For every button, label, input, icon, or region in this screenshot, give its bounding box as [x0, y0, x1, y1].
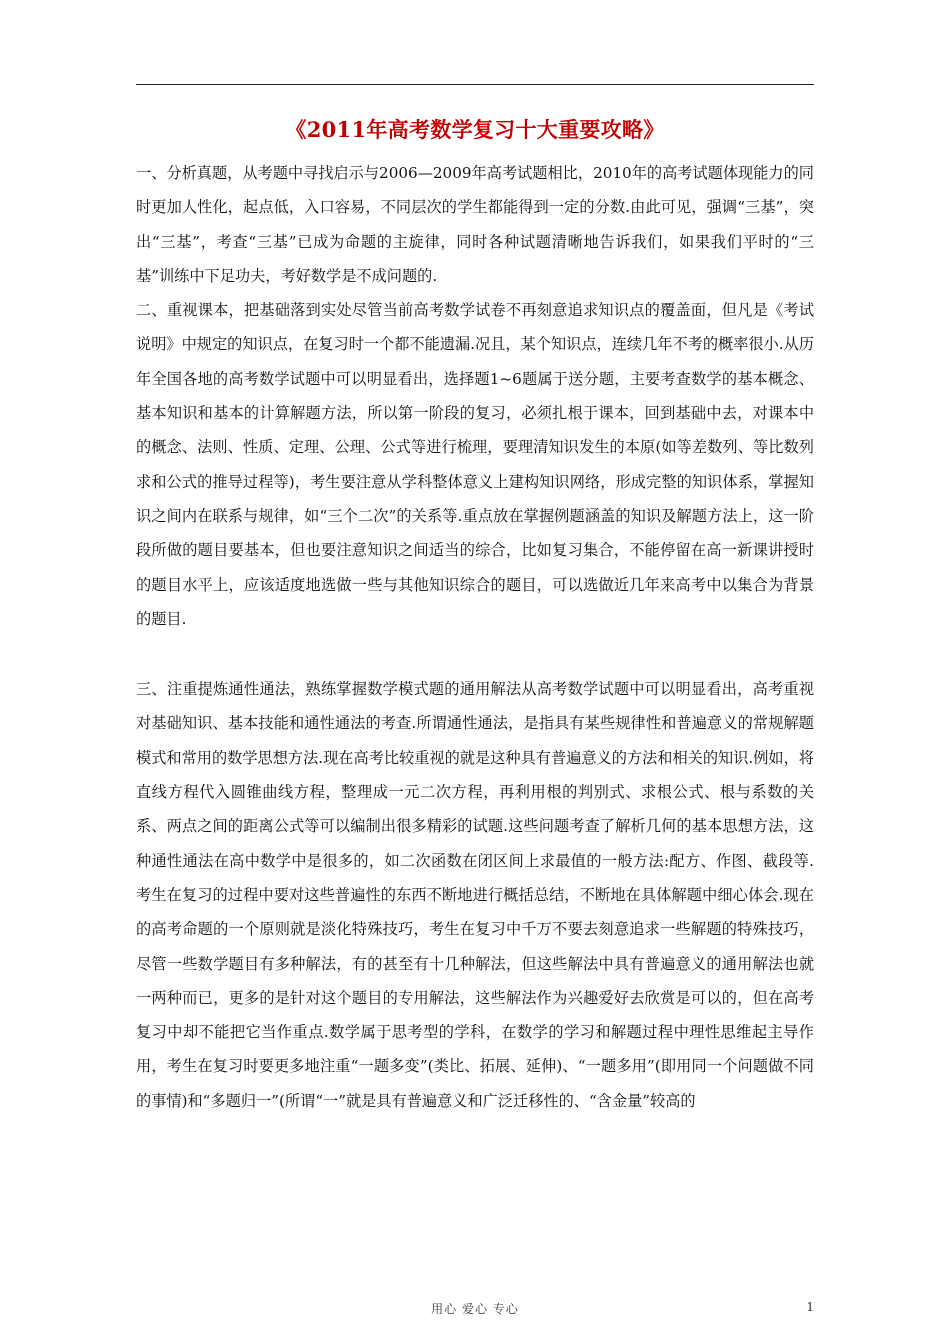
paragraph-spacer — [136, 636, 814, 672]
footer-text: 用心 爱心 专心 — [431, 1302, 519, 1316]
paragraph-1: 一、分析真题，从考题中寻找启示与2006—2009年高考试题相比，2010年的高考试题体现能力的同时更加人性化，起点低，入口容易，不同层次的学生都能得到一定的分数.由此可见，强调“三基”，突出“三基”，考查“三基”已成为命题的主旋律，同时各种试题清晰地告诉我们，如果我们平时的“三基”训练中下足功夫，考好数学是不成问题的. — [136, 164, 814, 285]
paragraph-2: 二、重视课本，把基础落到实处尽管当前高考数学试卷不再刻意追求知识点的覆盖面，但凡是《考试说明》中规定的知识点，在复习时一个都不能遗漏.况且，某个知识点，连续几年不考的概率很小.从历年全国各地的高考数学试题中可以明显看出，选择题1~6题属于送分题，主要考查数学的基本概念、基本知识和基本的计算解题方法，所以第一阶段的复习，必须扎根于课本，回到基础中去，对课本中的概念、法则、性质、定理、公理、公式等进行梳理，要理清知识发生的本原(如等差数列、等比数列求和公式的推导过程等)，考生要注意从学科整体意义上建构知识网络，形成完整的知识体系，掌握知识之间内在联系与规律，如“三个二次”的关系等.重点放在掌握例题涵盖的知识及解题方法上，这一阶段所做的题目要基本，但也要注意知识之间适当的综合，比如复习集合，不能停留在高一新课讲授时的题目水平上，应该适度地选做一些与其他知识综合的题目，可以选做近几年来高考中以集合为背景的题目. — [136, 301, 814, 628]
page-number: 1 — [806, 1300, 814, 1314]
header-rule — [136, 84, 814, 85]
document-body — [136, 156, 814, 1118]
document-title: 《2011年高考数学复习十大重要攻略》 — [285, 117, 665, 142]
paragraph-3: 三、注重提炼通性通法，熟练掌握数学模式题的通用解法从高考数学试题中可以明显看出，高考重视对基础知识、基本技能和通性通法的考查.所谓通性通法，是指具有某些规律性和普遍意义的常规解题模式和常用的数学思想方法.现在高考比较重视的就是这种具有普遍意义的方法和相关的知识.例如，将直线方程代入圆锥曲线方程，整理成一元二次方程，再利用根的判别式、求根公式、根与系数的关系、两点之间的距离公式等可以编制出很多精彩的试题.这些问题考查了解析几何的基本思想方法，这种通性通法在高中数学中是很多的，如二次函数在闭区间上求最值的一般方法:配方、作图、截段等.考生在复习的过程中要对这些普遍性的东西不断地进行概括总结，不断地在具体解题中细心体会.现在的高考命题的一个原则就是淡化特殊技巧，考生在复习中千万不要去刻意追求一些解题的特殊技巧，尽管一些数学题目有多种解法，有的甚至有十几种解法，但这些解法中具有普遍意义的通用解法也就一两种而已，更多的是针对这个题目的专用解法，这些解法作为兴趣爱好去欣赏是可以的，但在高考复习中却不能把它当作重点.数学属于思考型的学科，在数学的学习和解题过程中理性思维起主导作用，考生在复习时要更多地注重“一题多变”(类比、拓展、延伸)、“一题多用”(即用同一个问题做不同的事情)和“多题归一”(所谓“一”就是具有普遍意义和广泛迁移性的、“含金量”较高的 — [136, 680, 814, 1110]
